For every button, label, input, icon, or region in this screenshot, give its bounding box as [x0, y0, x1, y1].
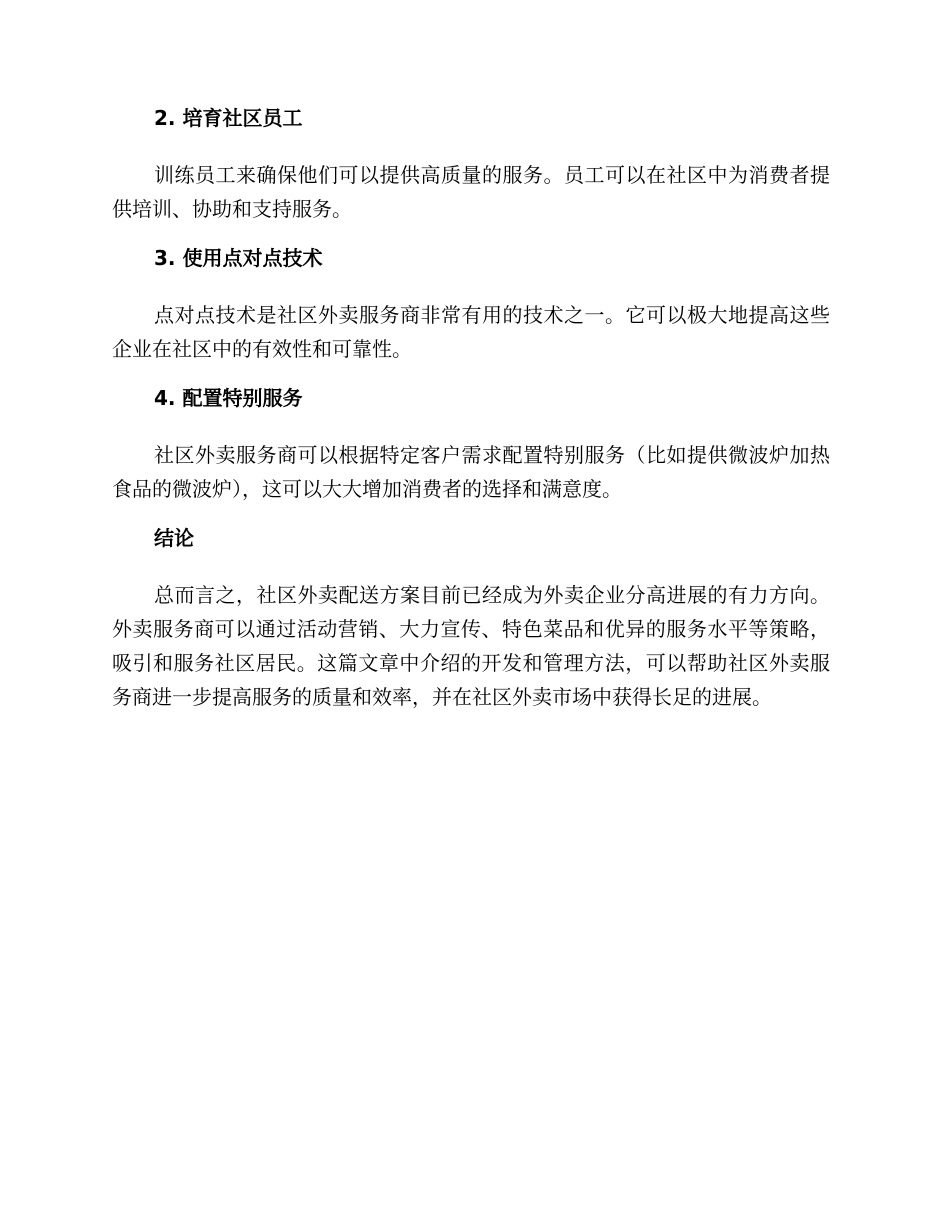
section-body-train-staff: 训练员工来确保他们可以提供高质量的服务。员工可以在社区中为消费者提供培训、协助和支持服务。	[112, 163, 830, 221]
section-heading-train-staff: 2. 培育社区员工	[154, 106, 303, 130]
section-heading-special-service: 4. 配置特别服务	[154, 386, 303, 410]
section-heading-conclusion: 结论	[154, 526, 194, 550]
document-page	[112, 104, 830, 714]
section-body-conclusion: 总而言之，社区外卖配送方案目前已经成为外卖企业分高进展的有力方向。外卖服务商可以通过活动营销、大力宣传、特色菜品和优异的服务水平等策略，吸引和服务社区居民。这篇文章中介绍的开发和管理方法，可以帮助社区外卖服务商进一步提高服务的质量和效率，并在社区外卖市场中获得长足的进展。	[112, 583, 830, 709]
section-body-p2p-tech: 点对点技术是社区外卖服务商非常有用的技术之一。它可以极大地提高这些企业在社区中的有效性和可靠性。	[112, 303, 830, 361]
section-body-special-service: 社区外卖服务商可以根据特定客户需求配置特别服务（比如提供微波炉加热食品的微波炉），这可以大大增加消费者的选择和满意度。	[112, 443, 830, 501]
section-heading-p2p-tech: 3. 使用点对点技术	[154, 246, 323, 270]
